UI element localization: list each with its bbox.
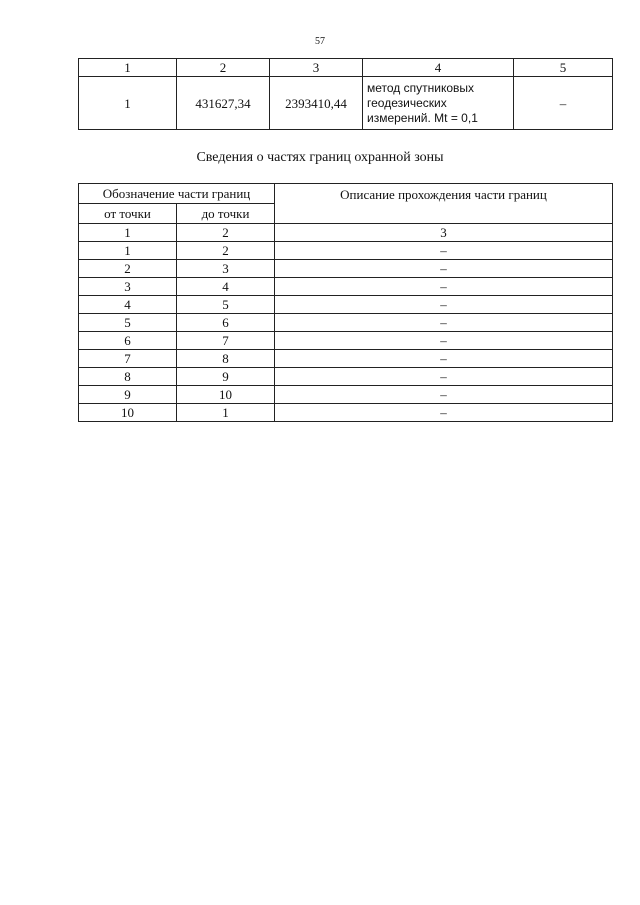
to-point-cell: 10: [177, 386, 275, 404]
table-row: [79, 350, 613, 368]
to-point-cell: 5: [177, 296, 275, 314]
from-point-cell: 1: [79, 242, 177, 260]
numbering-cell: 1: [79, 224, 177, 242]
from-point-cell: 6: [79, 332, 177, 350]
parts-header-row: [79, 184, 613, 204]
description-cell: –: [275, 278, 613, 296]
to-point-cell: 1: [177, 404, 275, 422]
numbering-cell: 2: [177, 224, 275, 242]
method-cell: [363, 77, 514, 130]
from-point-cell: 9: [79, 386, 177, 404]
point-number-cell: 1: [79, 77, 177, 130]
to-point-cell: 4: [177, 278, 275, 296]
to-point-cell: 9: [177, 368, 275, 386]
page-number: 57: [315, 36, 325, 47]
method-line: измерений. Mt = 0,1: [367, 110, 478, 125]
table-row: [79, 242, 613, 260]
table-row: [79, 296, 613, 314]
y-coordinate-cell: 2393410,44: [270, 77, 363, 130]
from-point-header: от точки: [79, 204, 177, 224]
description-cell: –: [275, 332, 613, 350]
description-cell: –: [275, 386, 613, 404]
coordinates-header-row: [79, 59, 613, 77]
description-cell: –: [275, 260, 613, 278]
coordinates-header-cell: 5: [514, 59, 613, 77]
boundary-parts-table: [78, 183, 613, 422]
table-row: [79, 404, 613, 422]
table-row: [79, 260, 613, 278]
numbering-cell: 3: [275, 224, 613, 242]
description-cell: –: [275, 404, 613, 422]
to-point-cell: 8: [177, 350, 275, 368]
description-cell: –: [275, 296, 613, 314]
parts-numbering-row: [79, 224, 613, 242]
description-cell: –: [275, 314, 613, 332]
description-cell: –: [275, 242, 613, 260]
coordinates-header-cell: 2: [177, 59, 270, 77]
to-point-cell: 2: [177, 242, 275, 260]
coordinates-header-cell: 4: [363, 59, 514, 77]
from-point-cell: 8: [79, 368, 177, 386]
from-point-cell: 5: [79, 314, 177, 332]
designation-header: Обозначение части границ: [79, 184, 275, 204]
section-title: Сведения о частях границ охранной зоны: [196, 150, 444, 165]
table-row: [79, 386, 613, 404]
from-point-cell: 4: [79, 296, 177, 314]
to-point-cell: 6: [177, 314, 275, 332]
from-point-cell: 3: [79, 278, 177, 296]
description-cell: –: [275, 350, 613, 368]
coordinates-header-cell: 1: [79, 59, 177, 77]
description-cell: –: [275, 368, 613, 386]
description-header: Описание прохождения части границ: [275, 184, 613, 224]
table-row: [79, 332, 613, 350]
table-row: [79, 368, 613, 386]
to-point-cell: 7: [177, 332, 275, 350]
from-point-cell: 7: [79, 350, 177, 368]
method-line: метод спутниковых: [367, 80, 475, 95]
table-row: [79, 314, 613, 332]
coordinates-header-cell: 3: [270, 59, 363, 77]
coordinates-row: [79, 77, 613, 130]
from-point-cell: 2: [79, 260, 177, 278]
method-line: геодезических: [367, 95, 447, 110]
table-row: [79, 278, 613, 296]
x-coordinate-cell: 431627,34: [177, 77, 270, 130]
to-point-cell: 3: [177, 260, 275, 278]
note-cell: –: [514, 77, 613, 130]
from-point-cell: 10: [79, 404, 177, 422]
to-point-header: до точки: [177, 204, 275, 224]
coordinates-table: [78, 58, 613, 130]
